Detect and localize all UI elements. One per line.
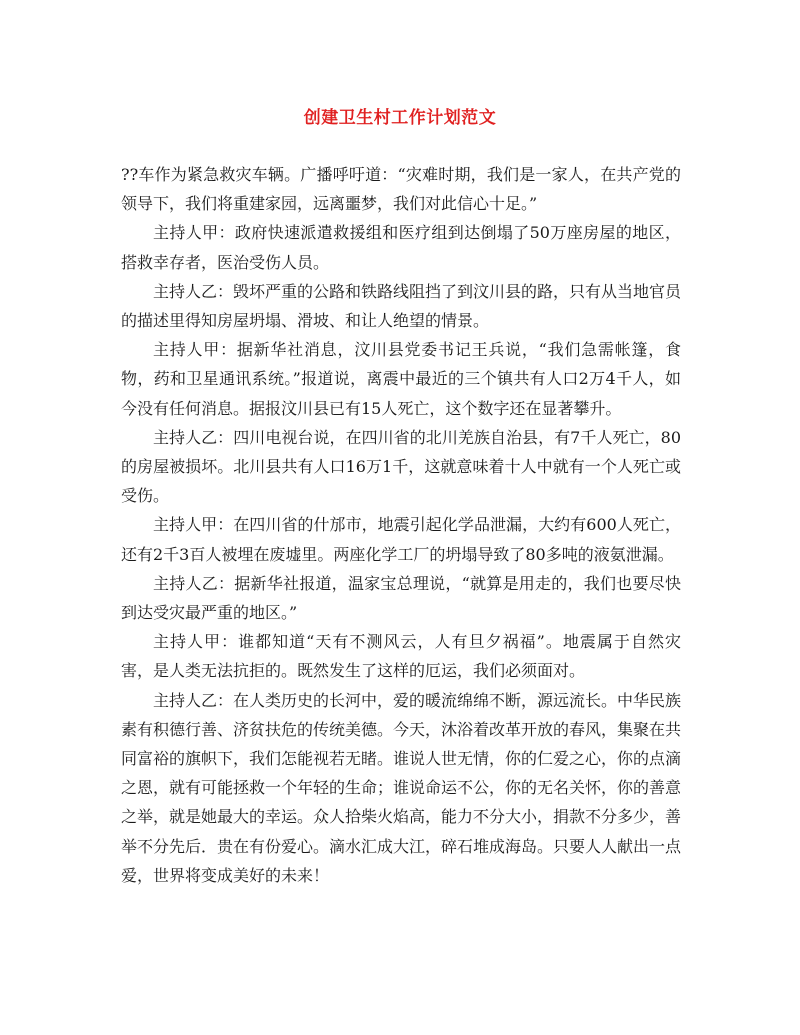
paragraph: 主持人甲：谁都知道“天有不测风云，人有旦夕祸福”。地震属于自然灾害，是人类无法抗拒的。既然发生了这样的厄运，我们必须面对。 <box>121 632 681 681</box>
paragraph: 主持人乙：四川电视台说，在四川省的北川羌族自治县，有7千人死亡，80的房屋被损坏。北川县共有人口16万1千，这就意味着十人中就有一个人死亡或受伤。 <box>121 427 681 506</box>
document-title: 创建卫生村工作计划范文 <box>303 108 497 128</box>
paragraph: 主持人乙：据新华社报道，温家宝总理说，“就算是用走的，我们也要尽快到达受灾最严重的地区。” <box>121 573 681 623</box>
document-body <box>121 160 681 890</box>
paragraph: 主持人乙：毁坏严重的公路和铁路线阻挡了到汶川县的路，只有从当地官员的描述里得知房屋坍塌、滑坡、和让人绝望的情景。 <box>121 281 682 331</box>
paragraph: 主持人甲：在四川省的什邡市，地震引起化学品泄漏，大约有600人死亡，还有2千3百人被埋在废墟里。两座化学工厂的坍塌导致了80多吨的液氨泄漏。 <box>121 515 681 564</box>
paragraph: 主持人甲：政府快速派遣救援组和医疗组到达倒塌了50万座房屋的地区，搭救幸存者，医治受伤人员。 <box>121 223 681 272</box>
paragraph: 主持人乙：在人类历史的长河中，爱的暖流绵绵不断，源远流长。中华民族素有积德行善、济贫扶危的传统美德。今天，沐浴着改革开放的春风，集聚在共同富裕的旗帜下，我们怎能视若无睹。谁说人世无情，你的仁爱之心，你的点滴之恩，就有可能拯救一个年轻的生命；谁说命运不公，你的无名关怀，你的善意之举，就是她最大的幸运。众人拾柴火焰高，能力不分大小，捐款不分多少，善举不分先后．贵在有份爱心。滴水汇成大江，碎石堆成海岛。只要人人献出一点爱，世界将变成美好的未来！ <box>121 690 682 885</box>
paragraph: 主持人甲：据新华社消息，汶川县党委书记王兵说，“我们急需帐篷，食物，药和卫星通讯系统。”报道说，离震中最近的三个镇共有人口2万4千人，如今没有任何消息。据报汶川县已有15人死亡，这个数字还在显著攀升。 <box>121 340 681 418</box>
paragraph: ??车作为紧急救灾车辆。广播呼吁道：“灾难时期，我们是一家人，在共产党的领导下，我们将重建家园，远离噩梦，我们对此信心十足。” <box>121 165 681 214</box>
